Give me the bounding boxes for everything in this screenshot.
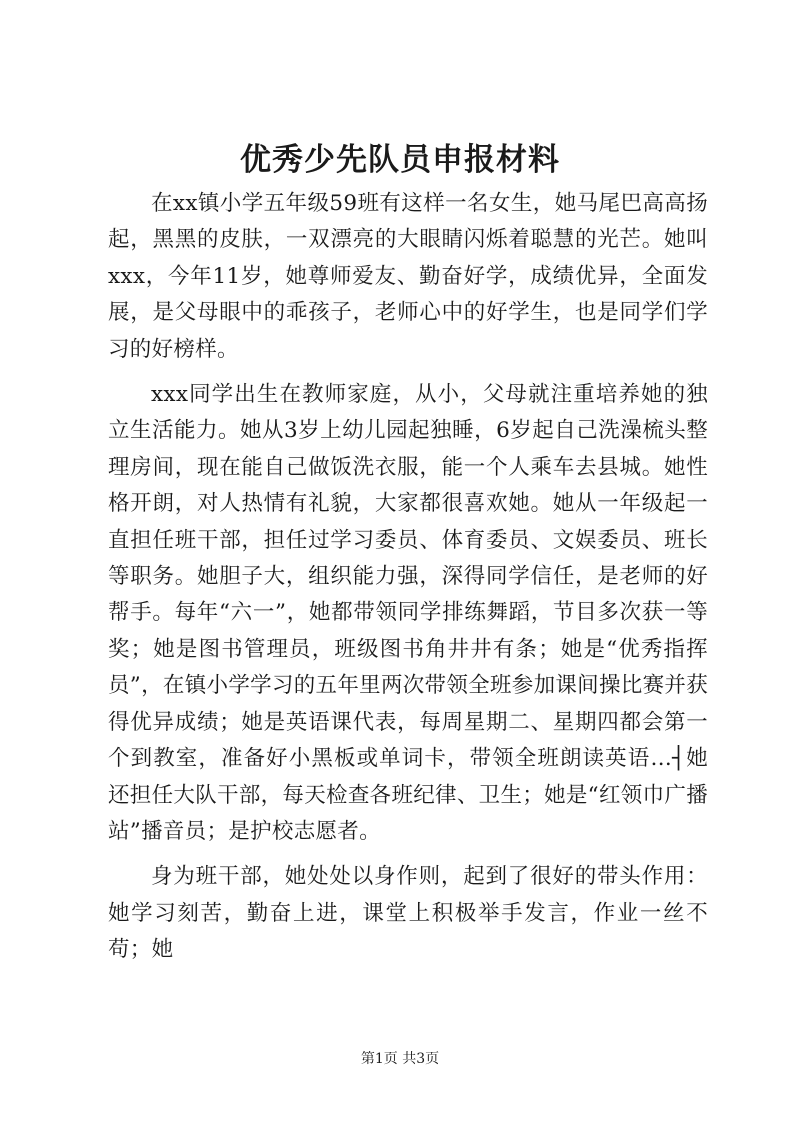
document-body	[108, 186, 708, 978]
document-title: 优秀少先队员申报材料	[240, 142, 560, 178]
paragraph-1: 在xx镇小学五年级59班有这样一名女生，她马尾巴高高扬起，黑黑的皮肤，一双漂亮的大眼睛闪烁着聪慧的光芒。她叫xxx，今年11岁，她尊师爱友、勤奋好学，成绩优异，全面发展，是父母眼中的乖孩子，老师心中的好学生，也是同学们学习的好榜样。	[108, 191, 708, 362]
paragraph-3: 身为班干部，她处处以身作则，起到了很好的带头作用：她学习刻苦，勤奋上进，课堂上积极举手发言，作业一丝不苟；她	[108, 864, 708, 963]
page-number-footer: 第1页 共3页	[360, 1051, 440, 1067]
paragraph-2: xxx同学出生在教师家庭，从小，父母就注重培养她的独立生活能力。她从3岁上幼儿园起独睡，6岁起自己洗澡梳头整理房间，现在能自己做饭洗衣服，能一个人乘车去县城。她性格开朗，对人热情有礼貌，大家都很喜欢她。她从一年级起一直担任班干部，担任过学习委员、体育委员、文娱委员、班长等职务。她胆子大，组织能力强，深得同学信任，是老师的好帮手。每年“六一”，她都带领同学排练舞蹈，节目多次获一等奖；她是图书管理员，班级图书角井井有条；她是“优秀指挥员”，在镇小学学习的五年里两次带领全班参加课间操比赛并获得优异成绩；她是英语课代表，每周星期二、星期四都会第一个到教室，准备好小黑板或单词卡，带领全班朗读英语…┤她还担任大队干部，每天检查各班纪律、卫生；她是“红领巾广播站”播音员；是护校志愿者。	[108, 382, 708, 844]
